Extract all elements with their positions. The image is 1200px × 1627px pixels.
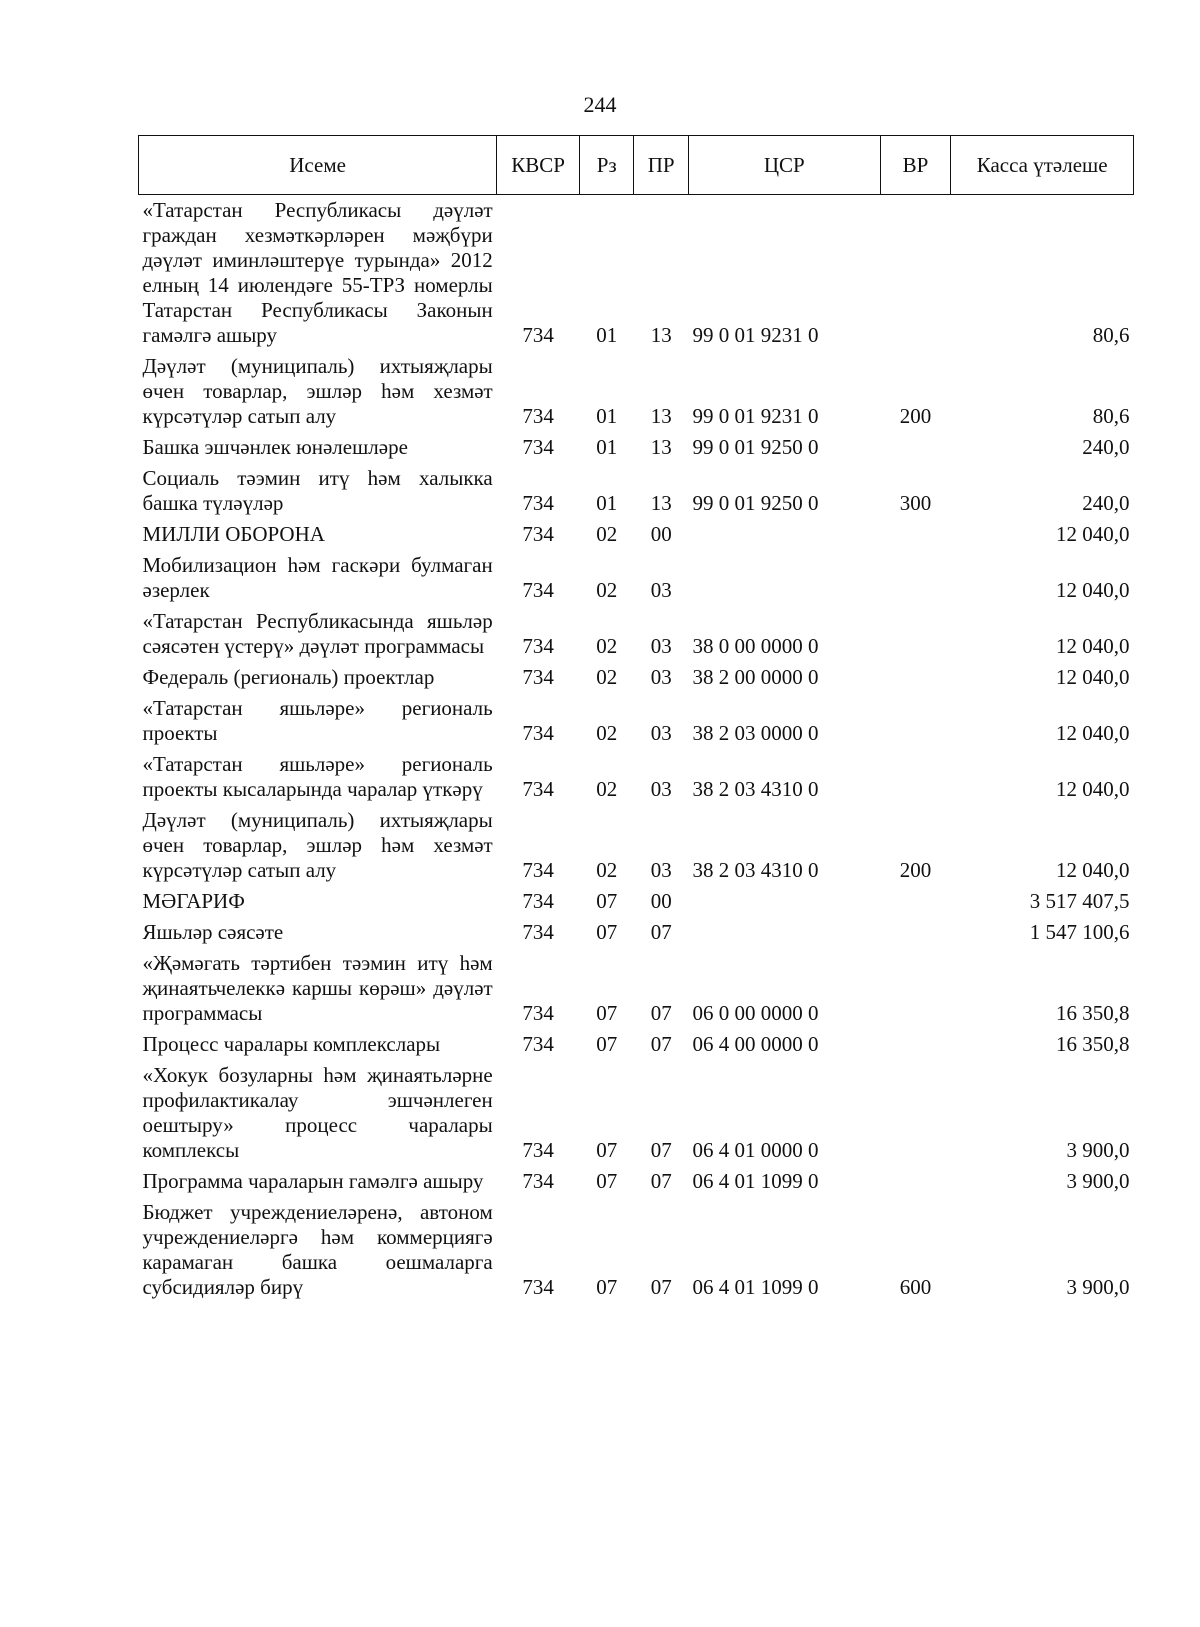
table-row [139, 886, 1134, 917]
cell-csr: 38 2 03 4310 0 [692, 777, 819, 801]
table-row [139, 463, 1134, 519]
cell-sum: 240,0 [1082, 491, 1130, 515]
cell-rz: 07 [596, 1138, 618, 1162]
cell-rz: 01 [596, 491, 618, 515]
cell-kvsr: 734 [522, 1275, 554, 1299]
cell-csr: 38 2 00 0000 0 [692, 665, 819, 689]
cell-vr [880, 948, 951, 1029]
cell-vr: 300 [899, 491, 932, 515]
cell-kvsr: 734 [522, 578, 554, 602]
cell-vr [880, 917, 951, 948]
cell-vr [880, 195, 951, 352]
cell-vr [880, 662, 951, 693]
cell-csr [688, 550, 880, 606]
cell-pr: 03 [650, 665, 672, 689]
cell-csr: 06 4 00 0000 0 [692, 1032, 819, 1056]
cell-name: Яшьләр сәясәте [142, 920, 284, 944]
cell-pr: 07 [650, 1169, 672, 1193]
cell-kvsr: 734 [522, 323, 554, 347]
cell-kvsr: 734 [522, 1169, 554, 1193]
cell-kvsr: 734 [522, 1001, 554, 1025]
cell-csr: 06 4 01 1099 0 [692, 1169, 819, 1193]
cell-name: Мобилизацион һәм гаскәри булмаган әзерлек [142, 553, 493, 602]
cell-vr [880, 432, 951, 463]
cell-vr [880, 749, 951, 805]
cell-rz: 02 [596, 777, 618, 801]
cell-pr: 13 [650, 404, 672, 428]
cell-csr [688, 917, 880, 948]
cell-name: «Хокук бозуларны һәм җинаятьләрне профилактикалау эшчәнлеген оештыру» процесс чаралары комплексы [142, 1063, 493, 1162]
cell-kvsr: 734 [522, 665, 554, 689]
cell-rz: 02 [596, 858, 618, 882]
cell-csr: 06 4 01 1099 0 [692, 1275, 819, 1299]
cell-sum: 12 040,0 [1056, 721, 1130, 745]
cell-name: Дәүләт (муниципаль) ихтыяҗлары өчен товарлар, эшләр һәм хезмәт күрсәтүләр сатып алу [142, 354, 493, 428]
cell-name: Процесс чаралары комплекслары [142, 1032, 441, 1056]
cell-kvsr: 734 [522, 404, 554, 428]
cell-sum: 3 900,0 [1066, 1169, 1130, 1193]
cell-kvsr: 734 [522, 777, 554, 801]
cell-name: Программа чараларын гамәлгә ашыру [142, 1169, 484, 1193]
cell-sum: 16 350,8 [1056, 1032, 1130, 1056]
cell-vr [880, 1060, 951, 1166]
cell-sum: 3 517 407,5 [1029, 889, 1130, 913]
cell-kvsr: 734 [522, 634, 554, 658]
cell-name: «Җәмәгать тәртибен тәэмин итү һәм җинаятьчелеккә каршы көрәш» дәүләт программасы [142, 951, 493, 1025]
cell-sum: 12 040,0 [1056, 777, 1130, 801]
cell-vr: 200 [899, 858, 932, 882]
cell-pr: 03 [650, 777, 672, 801]
cell-sum: 80,6 [1092, 404, 1130, 428]
table-row [139, 662, 1134, 693]
cell-sum: 12 040,0 [1056, 665, 1130, 689]
cell-name: «Татарстан яшьләре» региональ проекты кысаларында чаралар үткәрү [142, 752, 493, 801]
cell-pr: 00 [650, 522, 672, 546]
cell-vr [880, 550, 951, 606]
cell-sum: 12 040,0 [1056, 634, 1130, 658]
cell-kvsr: 734 [522, 721, 554, 745]
cell-vr [880, 519, 951, 550]
cell-sum: 12 040,0 [1056, 858, 1130, 882]
table-row [139, 550, 1134, 606]
cell-pr: 03 [650, 578, 672, 602]
cell-name: «Татарстан Республикасы дәүләт граждан хезмәткәрләрен мәҗбүри дәүләт иминләштерүе турында» 2012 елның 14 июлендәге 55-ТРЗ номерлы Татарстан Республикасы Законын гамәлгә ашыру [142, 198, 493, 347]
cell-pr: 03 [650, 721, 672, 745]
cell-vr [880, 886, 951, 917]
cell-sum: 80,6 [1092, 323, 1130, 347]
cell-kvsr: 734 [522, 1032, 554, 1056]
cell-csr: 38 0 00 0000 0 [692, 634, 819, 658]
cell-csr: 99 0 01 9250 0 [692, 491, 819, 515]
cell-name: Федераль (региональ) проектлар [142, 665, 435, 689]
table-body [139, 195, 1134, 1304]
table-row [139, 805, 1134, 886]
table-row [139, 519, 1134, 550]
cell-rz: 01 [596, 404, 618, 428]
budget-table [138, 135, 1134, 1303]
cell-pr: 13 [650, 323, 672, 347]
cell-sum: 3 900,0 [1066, 1275, 1130, 1299]
table-row [139, 1029, 1134, 1060]
cell-sum: 12 040,0 [1056, 578, 1130, 602]
table-row [139, 1060, 1134, 1166]
cell-pr: 03 [650, 858, 672, 882]
cell-csr: 06 4 01 0000 0 [692, 1138, 819, 1162]
cell-kvsr: 734 [522, 435, 554, 459]
cell-pr: 07 [650, 920, 672, 944]
cell-rz: 02 [596, 634, 618, 658]
cell-rz: 02 [596, 721, 618, 745]
cell-name: Башка эшчәнлек юнәлешләре [142, 435, 408, 459]
cell-csr [688, 886, 880, 917]
table-row [139, 749, 1134, 805]
cell-sum: 3 900,0 [1066, 1138, 1130, 1162]
cell-rz: 07 [596, 1169, 618, 1193]
cell-sum: 16 350,8 [1056, 1001, 1130, 1025]
cell-name: МИЛЛИ ОБОРОНА [142, 522, 325, 546]
cell-csr: 99 0 01 9250 0 [692, 435, 819, 459]
cell-sum: 240,0 [1082, 435, 1130, 459]
cell-rz: 07 [596, 1001, 618, 1025]
cell-rz: 01 [596, 323, 618, 347]
cell-vr: 600 [899, 1275, 932, 1299]
cell-csr: 99 0 01 9231 0 [692, 404, 819, 428]
cell-pr: 00 [650, 889, 672, 913]
cell-csr: 38 2 03 4310 0 [692, 858, 819, 882]
cell-rz: 07 [596, 1275, 618, 1299]
cell-csr: 99 0 01 9231 0 [692, 323, 819, 347]
cell-csr [688, 519, 880, 550]
table-row [139, 351, 1134, 432]
cell-vr [880, 693, 951, 749]
header-kvsr: КВСР [497, 136, 580, 195]
cell-sum: 1 547 100,6 [1029, 920, 1130, 944]
cell-csr: 38 2 03 0000 0 [692, 721, 819, 745]
cell-name: Социаль тәэмин итү һәм халыкка башка түләүләр [142, 466, 493, 515]
table-row [139, 432, 1134, 463]
cell-kvsr: 734 [522, 1138, 554, 1162]
table-row [139, 195, 1134, 352]
table-row [139, 1197, 1134, 1303]
cell-rz: 07 [596, 889, 618, 913]
cell-rz: 02 [596, 522, 618, 546]
cell-rz: 01 [596, 435, 618, 459]
cell-vr: 200 [899, 404, 932, 428]
header-vr: ВР [880, 136, 951, 195]
table-row [139, 693, 1134, 749]
header-csr: ЦСР [688, 136, 880, 195]
cell-name: МӘГАРИФ [142, 889, 245, 913]
cell-pr: 13 [650, 435, 672, 459]
cell-pr: 03 [650, 634, 672, 658]
table-row [139, 606, 1134, 662]
cell-kvsr: 734 [522, 920, 554, 944]
cell-csr: 06 0 00 0000 0 [692, 1001, 819, 1025]
cell-name: Дәүләт (муниципаль) ихтыяҗлары өчен товарлар, эшләр һәм хезмәт күрсәтүләр сатып алу [142, 808, 493, 882]
cell-kvsr: 734 [522, 491, 554, 515]
header-sum: Касса үтәлеше [951, 136, 1134, 195]
page-number: 244 [583, 92, 617, 117]
cell-vr [880, 1166, 951, 1197]
cell-pr: 13 [650, 491, 672, 515]
header-name: Исеме [139, 136, 497, 195]
cell-vr [880, 1029, 951, 1060]
table-header [139, 136, 1134, 195]
cell-pr: 07 [650, 1275, 672, 1299]
cell-rz: 07 [596, 920, 618, 944]
cell-pr: 07 [650, 1001, 672, 1025]
header-rz: Рз [579, 136, 633, 195]
cell-name: «Татарстан яшьләре» региональ проекты [142, 696, 493, 745]
cell-rz: 02 [596, 665, 618, 689]
table-row [139, 917, 1134, 948]
cell-kvsr: 734 [522, 522, 554, 546]
cell-name: Бюджет учреждениеләренә, автоном учреждениеләргә һәм коммерциягә карамаган башка оешмаларга субсидияләр бирү [142, 1200, 493, 1299]
cell-pr: 07 [650, 1138, 672, 1162]
cell-name: «Татарстан Республикасында яшьләр сәясәтен үстерү» дәүләт программасы [142, 609, 493, 658]
cell-vr [880, 606, 951, 662]
cell-rz: 02 [596, 578, 618, 602]
table-row [139, 948, 1134, 1029]
cell-kvsr: 734 [522, 858, 554, 882]
cell-sum: 12 040,0 [1056, 522, 1130, 546]
cell-pr: 07 [650, 1032, 672, 1056]
table-row [139, 1166, 1134, 1197]
header-pr: ПР [634, 136, 688, 195]
cell-rz: 07 [596, 1032, 618, 1056]
cell-kvsr: 734 [522, 889, 554, 913]
